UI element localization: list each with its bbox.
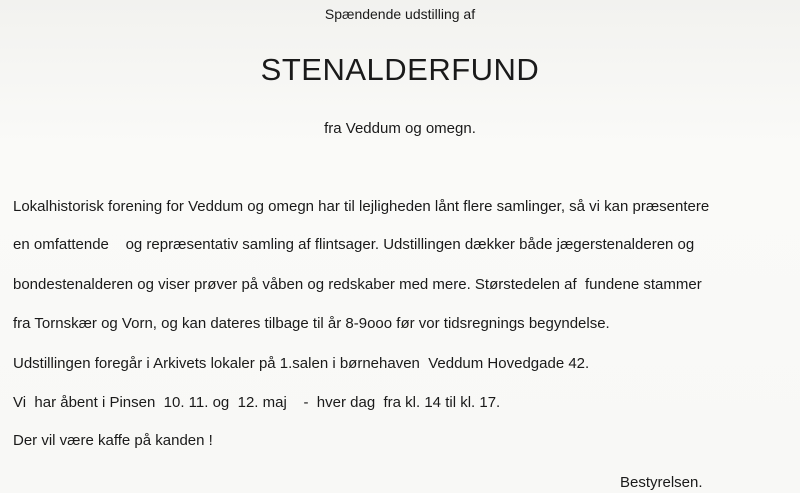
page-title: STENALDERFUND bbox=[260, 52, 540, 87]
body-line-2: en omfattende og repræsentativ samling af flintsager. Udstillingen dækker både jægerstenalderen og bbox=[13, 236, 695, 253]
body-line-7: Der vil være kaffe på kanden ! bbox=[13, 432, 213, 449]
body-line-1: Lokalhistorisk forening for Veddum og omegn har til lejligheden lånt flere samlinger, så vi kan præsentere bbox=[13, 198, 710, 215]
intro-text: Spændende udstilling af bbox=[324, 6, 476, 22]
body-line-3: bondestenalderen og viser prøver på våben og redskaber med mere. Størstedelen af fundene stammer bbox=[13, 276, 702, 293]
signature-text: Bestyrelsen. bbox=[620, 474, 703, 491]
body-line-6: Vi har åbent i Pinsen 10. 11. og 12. maj - hver dag fra kl. 14 til kl. 17. bbox=[13, 394, 501, 411]
subtitle-text: fra Veddum og omegn. bbox=[324, 120, 476, 137]
body-line-4: fra Tornskær og Vorn, og kan dateres tilbage til år 8-9ooo før vor tidsregnings begyndelse. bbox=[13, 315, 610, 332]
body-line-5: Udstillingen foregår i Arkivets lokaler på 1.salen i børnehaven Veddum Hovedgade 42. bbox=[13, 355, 590, 372]
